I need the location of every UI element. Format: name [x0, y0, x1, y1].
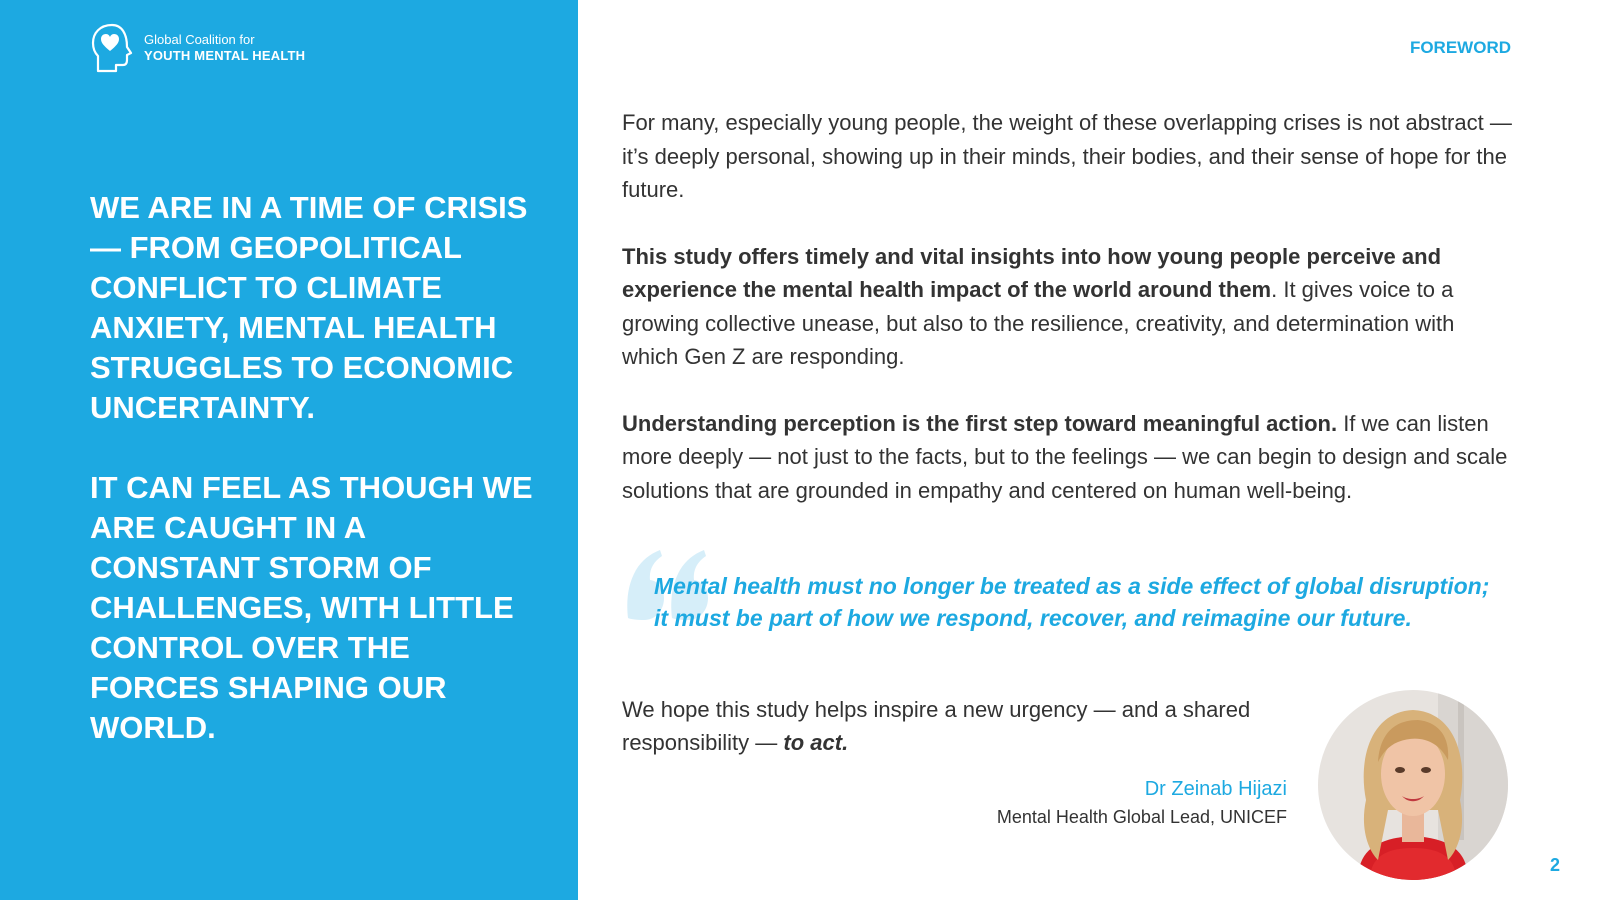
closing-paragraph [622, 693, 1322, 759]
crisis-paragraph-1: WE ARE IN A TIME OF CRISIS — FROM GEOPOLITICAL CONFLICT TO CLIMATE ANXIETY, MENTAL HEALTH STRUGGLES TO ECONOMIC UNCERTAINTY. [90, 190, 528, 425]
body-paragraph-3-bold: Understanding perception is the first step toward meaningful action. [622, 410, 1338, 436]
quote-text: Mental health must no longer be treated as a side effect of global disruption; it must be part of how we respond, recover, and reimagine our future. [654, 573, 1490, 631]
crisis-statement [90, 188, 540, 748]
closing-text: We hope this study helps inspire a new urgency — and a shared responsibility — [622, 697, 1251, 755]
body-paragraph-3-text: If we can listen more deeply — not just to the facts, but to the feelings — we can begin to design and scale solutions that are grounded in empathy and centered on human well-being. [622, 410, 1508, 503]
page-number: 2 [1549, 855, 1560, 875]
signatory-name: Dr Zeinab Hijazi [1144, 778, 1287, 800]
pull-quote [622, 548, 1502, 668]
body-paragraph-2-text: . It gives voice to a growing collective unease, but also to the resilience, creativity, and determination with which Gen Z are responding. [622, 277, 1455, 369]
section-label: FOREWORD [1409, 38, 1511, 57]
body-paragraph-2-bold: This study offers timely and vital insights into how young people perceive and experience the mental health impact of the world around them [622, 243, 1442, 302]
heart-head-icon [90, 22, 136, 74]
signatory-portrait [1318, 690, 1508, 880]
left-panel [0, 0, 578, 900]
logo-org-line1: Global Coalition for [144, 32, 255, 47]
signature-block [997, 776, 1287, 832]
closing-emphasis: to act. [783, 730, 849, 755]
foreword-body [622, 106, 1512, 540]
body-paragraph-1: For many, especially young people, the weight of these overlapping crises is not abstract — it’s deeply personal, showing up in their minds, their bodies, and their sense of hope for the future. [622, 110, 1512, 202]
logo-org-line2: YOUTH MENTAL HEALTH [144, 48, 306, 63]
coalition-logo [90, 22, 305, 74]
portrait-illustration [1318, 690, 1508, 880]
crisis-paragraph-2: IT CAN FEEL AS THOUGH WE ARE CAUGHT IN A CONSTANT STORM OF CHALLENGES, WITH LITTLE CONTROL OVER THE FORCES SHAPING OUR WORLD. [90, 470, 533, 745]
body-paragraph-2 [622, 240, 1512, 374]
body-paragraph-3 [622, 407, 1512, 508]
signatory-title: Mental Health Global Lead, UNICEF [996, 807, 1287, 827]
